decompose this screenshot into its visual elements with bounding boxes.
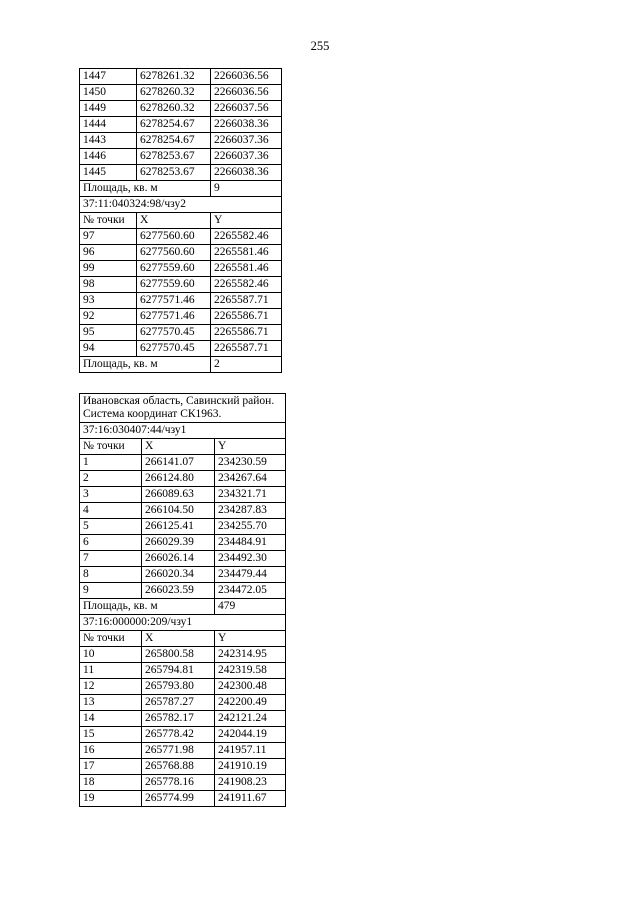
x-value: 6278253.67 (137, 149, 211, 165)
point-number: 98 (80, 277, 137, 293)
table-row (80, 85, 282, 101)
table-row (80, 583, 286, 599)
table-row (80, 293, 282, 309)
x-value: 6277571.46 (137, 309, 211, 325)
y-value: 2266036.56 (211, 69, 282, 85)
table-row (80, 743, 286, 759)
x-value: 265800.58 (142, 647, 215, 663)
x-value: 6277560.60 (137, 245, 211, 261)
y-header: Y (211, 213, 282, 229)
x-value: 6278254.67 (137, 133, 211, 149)
area-row (80, 357, 282, 373)
y-value: 241911.67 (215, 791, 286, 807)
x-value: 265778.16 (142, 775, 215, 791)
x-value: 266104.50 (142, 503, 215, 519)
point-number: 10 (80, 647, 142, 663)
y-value: 2265581.46 (211, 245, 282, 261)
x-header: X (142, 439, 215, 455)
y-header: Y (215, 631, 286, 647)
table-row (80, 101, 282, 117)
table-row (80, 117, 282, 133)
point-number: 6 (80, 535, 142, 551)
table-row (80, 133, 282, 149)
x-value: 6277560.60 (137, 229, 211, 245)
x-value: 266029.39 (142, 535, 215, 551)
y-value: 2265586.71 (211, 309, 282, 325)
x-value: 266125.41 (142, 519, 215, 535)
y-value: 234255.70 (215, 519, 286, 535)
y-value: 2265582.46 (211, 229, 282, 245)
table-row (80, 487, 286, 503)
table-row (80, 663, 286, 679)
point-number: 12 (80, 679, 142, 695)
table-row (80, 535, 286, 551)
y-value: 2265581.46 (211, 261, 282, 277)
point-number-header: № точки (80, 439, 142, 455)
point-number: 13 (80, 695, 142, 711)
area-label: Площадь, кв. м (80, 599, 215, 615)
y-value: 242044.19 (215, 727, 286, 743)
x-value: 6277570.45 (137, 341, 211, 357)
point-number: 93 (80, 293, 137, 309)
point-number: 94 (80, 341, 137, 357)
x-value: 266020.34 (142, 567, 215, 583)
y-value: 241908.23 (215, 775, 286, 791)
x-value: 6278254.67 (137, 117, 211, 133)
y-value: 234321.71 (215, 487, 286, 503)
y-value: 234230.59 (215, 455, 286, 471)
x-value: 266026.14 (142, 551, 215, 567)
area-value: 479 (215, 599, 286, 615)
y-value: 234267.64 (215, 471, 286, 487)
x-value: 265774.99 (142, 791, 215, 807)
x-value: 265793.80 (142, 679, 215, 695)
x-value: 265794.81 (142, 663, 215, 679)
coordinates-table-2 (79, 393, 286, 807)
y-value: 2266037.36 (211, 133, 282, 149)
x-value: 6278261.32 (137, 69, 211, 85)
point-number: 1444 (80, 117, 137, 133)
x-value: 266141.07 (142, 455, 215, 471)
table-row (80, 727, 286, 743)
y-value: 2266036.56 (211, 85, 282, 101)
point-number: 1446 (80, 149, 137, 165)
y-value: 2265587.71 (211, 341, 282, 357)
parcel-id: 37:16:030407:44/чзу1 (80, 423, 286, 439)
x-value: 6277559.60 (137, 261, 211, 277)
column-header-row (80, 213, 282, 229)
table-row (80, 261, 282, 277)
point-number: 18 (80, 775, 142, 791)
x-value: 265787.27 (142, 695, 215, 711)
point-number: 8 (80, 567, 142, 583)
point-number: 5 (80, 519, 142, 535)
parcel-row (80, 423, 286, 439)
x-value: 6278260.32 (137, 101, 211, 117)
table-row (80, 277, 282, 293)
point-number: 2 (80, 471, 142, 487)
point-number: 1445 (80, 165, 137, 181)
y-value: 234287.83 (215, 503, 286, 519)
y-value: 242319.58 (215, 663, 286, 679)
area-label: Площадь, кв. м (80, 357, 211, 373)
x-value: 266023.59 (142, 583, 215, 599)
table-row (80, 775, 286, 791)
table-row (80, 69, 282, 85)
region-heading (80, 394, 286, 423)
y-value: 234472.05 (215, 583, 286, 599)
y-value: 234492.30 (215, 551, 286, 567)
x-value: 6277570.45 (137, 325, 211, 341)
x-value: 6278260.32 (137, 85, 211, 101)
area-value: 9 (211, 181, 282, 197)
y-value: 234484.91 (215, 535, 286, 551)
point-number: 99 (80, 261, 137, 277)
point-number: 97 (80, 229, 137, 245)
table-row (80, 647, 286, 663)
x-value: 265778.42 (142, 727, 215, 743)
table-row (80, 149, 282, 165)
table-row (80, 229, 282, 245)
column-header-row (80, 439, 286, 455)
y-value: 234479.44 (215, 567, 286, 583)
point-number: 95 (80, 325, 137, 341)
y-value: 2265587.71 (211, 293, 282, 309)
point-number: 1447 (80, 69, 137, 85)
table-row (80, 711, 286, 727)
area-row (80, 599, 286, 615)
point-number-header: № точки (80, 631, 142, 647)
point-number: 19 (80, 791, 142, 807)
x-value: 6277559.60 (137, 277, 211, 293)
coordinates-table-1 (79, 68, 282, 373)
y-value: 242121.24 (215, 711, 286, 727)
x-value: 265782.17 (142, 711, 215, 727)
point-number: 3 (80, 487, 142, 503)
table-row (80, 519, 286, 535)
x-value: 6277571.46 (137, 293, 211, 309)
parcel-id: 37:11:040324:98/чзу2 (80, 197, 282, 213)
x-header: X (142, 631, 215, 647)
point-number: 16 (80, 743, 142, 759)
region-heading-row (80, 394, 286, 423)
column-header-row (80, 631, 286, 647)
x-value: 265771.98 (142, 743, 215, 759)
region-name: Ивановская область, Савинский район. (83, 395, 275, 407)
y-value: 241957.11 (215, 743, 286, 759)
point-number: 96 (80, 245, 137, 261)
y-value: 2266037.56 (211, 101, 282, 117)
table-row (80, 791, 286, 807)
table-row (80, 245, 282, 261)
y-value: 242200.49 (215, 695, 286, 711)
x-header: X (137, 213, 211, 229)
y-value: 2266038.36 (211, 165, 282, 181)
point-number: 9 (80, 583, 142, 599)
point-number: 92 (80, 309, 137, 325)
y-value: 241910.19 (215, 759, 286, 775)
area-value: 2 (211, 357, 282, 373)
y-header: Y (215, 439, 286, 455)
table-row (80, 471, 286, 487)
y-value: 2266037.36 (211, 149, 282, 165)
point-number: 1450 (80, 85, 137, 101)
table-row (80, 341, 282, 357)
y-value: 242300.48 (215, 679, 286, 695)
table-row (80, 759, 286, 775)
point-number-header: № точки (80, 213, 137, 229)
point-number: 7 (80, 551, 142, 567)
table-row (80, 325, 282, 341)
table-row (80, 567, 286, 583)
table-row (80, 679, 286, 695)
table-row (80, 503, 286, 519)
table-row (80, 551, 286, 567)
page-number: 255 (310, 39, 330, 53)
point-number: 11 (80, 663, 142, 679)
point-number: 4 (80, 503, 142, 519)
parcel-id: 37:16:000000:209/чзу1 (80, 615, 286, 631)
x-value: 6278253.67 (137, 165, 211, 181)
x-value: 266124.80 (142, 471, 215, 487)
parcel-row (80, 615, 286, 631)
y-value: 2265582.46 (211, 277, 282, 293)
point-number: 1449 (80, 101, 137, 117)
point-number: 17 (80, 759, 142, 775)
parcel-row (80, 197, 282, 213)
table-row (80, 309, 282, 325)
x-value: 265768.88 (142, 759, 215, 775)
table-row (80, 695, 286, 711)
point-number: 15 (80, 727, 142, 743)
table-row (80, 455, 286, 471)
table-row (80, 165, 282, 181)
point-number: 1 (80, 455, 142, 471)
y-value: 2265586.71 (211, 325, 282, 341)
area-row (80, 181, 282, 197)
area-label: Площадь, кв. м (80, 181, 211, 197)
point-number: 14 (80, 711, 142, 727)
y-value: 2266038.36 (211, 117, 282, 133)
y-value: 242314.95 (215, 647, 286, 663)
x-value: 266089.63 (142, 487, 215, 503)
point-number: 1443 (80, 133, 137, 149)
coordinate-system: Система координат СК1963. (83, 408, 222, 420)
